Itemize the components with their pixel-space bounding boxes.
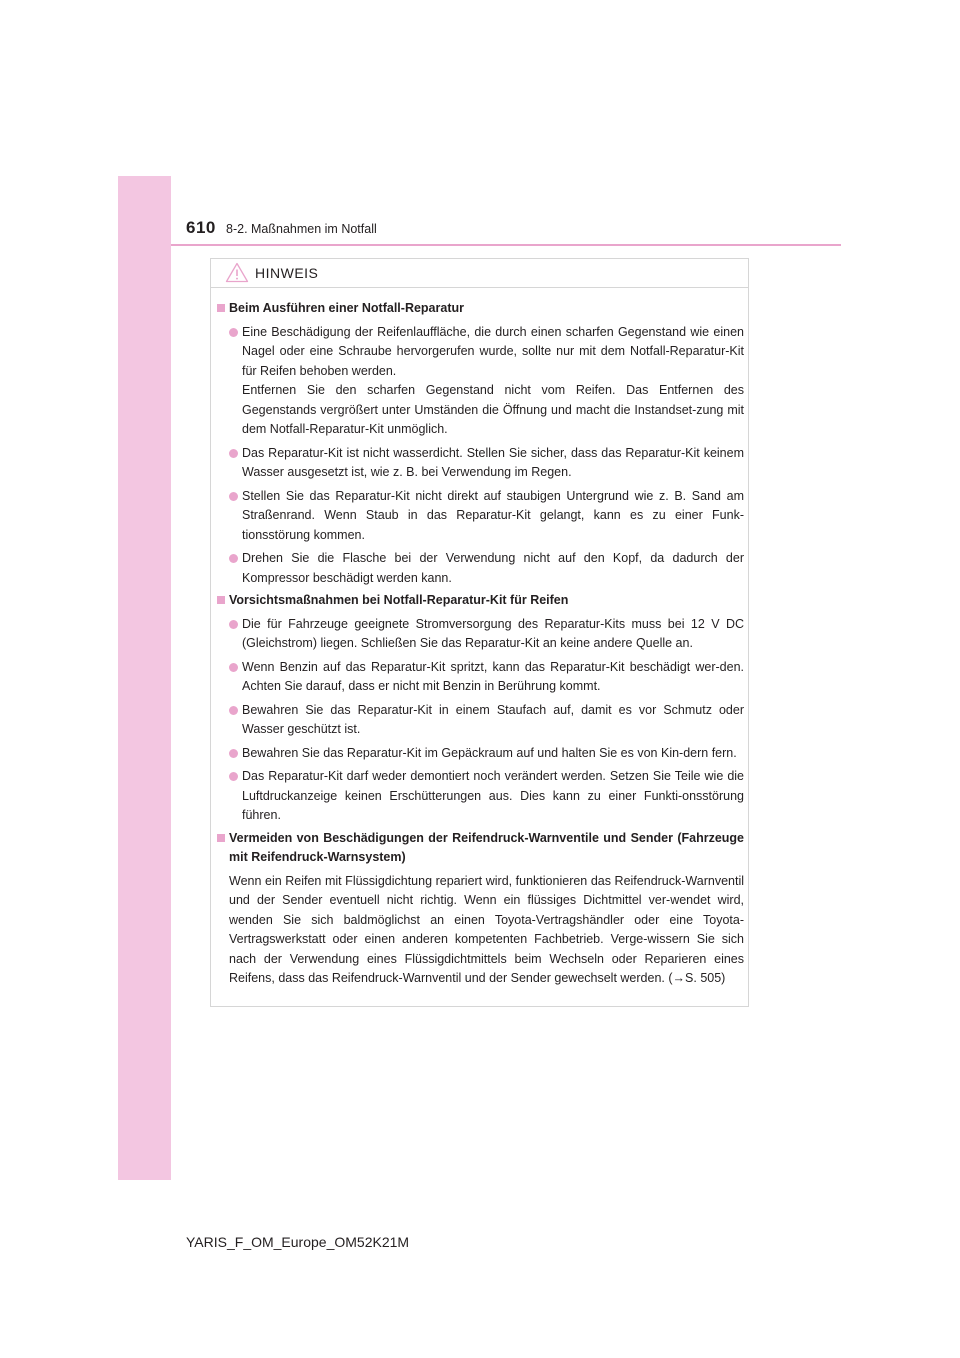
round-bullet-icon <box>229 706 238 715</box>
header-divider <box>171 244 841 246</box>
list-item <box>216 767 744 826</box>
round-bullet-icon <box>229 492 238 501</box>
note-title: HINWEIS <box>255 265 319 281</box>
note-box <box>210 258 749 1007</box>
list-item-text: Die für Fahrzeuge geeignete Stromversorgung des Reparatur-Kits muss bei 12 V DC (Gleichstrom) liegen. Schließen Sie das Reparatur-Kit an keine andere Quelle an. <box>242 616 744 650</box>
note-section-tpms <box>216 829 744 989</box>
round-bullet-icon <box>229 663 238 672</box>
list-item-text: Stellen Sie das Reparatur-Kit nicht direkt auf staubigen Untergrund wie z. B. Sand am Straßenrand. Wenn Staub in das Reparatur-Kit gelangt, kann es zu einer Funk-tionsstörung kommen. <box>242 488 744 542</box>
square-bullet-icon <box>217 304 225 312</box>
section-heading: Vorsichtsmaßnahmen bei Notfall-Reparatur-Kit für Reifen <box>216 591 744 611</box>
arrow-right-icon: → <box>672 971 686 985</box>
chapter-side-tab <box>118 176 171 1180</box>
document-id: YARIS_F_OM_Europe_OM52K21M <box>186 1234 410 1250</box>
list-item <box>216 444 744 483</box>
round-bullet-icon <box>229 772 238 781</box>
square-bullet-icon <box>217 596 225 604</box>
section-heading: Vermeiden von Beschädigungen der Reifendruck-Warnventile und Sender (Fahrzeuge mit Reifendruck-Warnsystem) <box>216 829 744 868</box>
round-bullet-icon <box>229 554 238 563</box>
warning-triangle-icon <box>225 262 249 283</box>
round-bullet-icon <box>229 328 238 337</box>
round-bullet-icon <box>229 749 238 758</box>
list-item-text: Bewahren Sie das Reparatur-Kit in einem Staufach auf, damit es vor Schmutz oder Wasser geschützt ist. <box>242 702 744 736</box>
list-item <box>216 701 744 740</box>
list-item-text: Wenn Benzin auf das Reparatur-Kit spritzt, kann das Reparatur-Kit beschädigt wer-den. Achten Sie darauf, dass er nicht mit Benzin in Berührung kommt. <box>242 659 744 693</box>
list-item <box>216 323 744 440</box>
round-bullet-icon <box>229 449 238 458</box>
page-number: 610 <box>186 218 216 237</box>
note-section-precautions <box>216 591 744 826</box>
section-paragraph: Wenn ein Reifen mit Flüssigdichtung repariert wird, funktionieren das Reifendruck-Warnventil und der Sender eventuell nicht richtig. Wenn ein flüssiges Dichtmittel ver-wendet wird, wenden Sie sich baldmöglichst an einen Toyota-Vertragshändler oder eine Toyota-Vertragswerkstatt oder einen anderen kompetenten Fachbetrieb. Verge-wissern Sie sich nach der Verwendung eines Flüssigdichtmittels beim Wechseln oder Reparieren eines Reifens, dass das Reifendruck-Warnventil und der Sender gewechselt werden. (→S. 505) <box>229 873 744 985</box>
note-header <box>211 259 748 288</box>
list-item <box>216 487 744 546</box>
page-reference: S. 505) <box>685 971 726 985</box>
list-item <box>216 744 744 764</box>
list-item <box>216 615 744 654</box>
note-section-repair <box>216 299 744 588</box>
list-item <box>216 549 744 588</box>
list-item-text: Eine Beschädigung der Reifenlauffläche, die durch einen scharfen Gegenstand wie einen Nagel oder eine Schraube hervorgerufen wurde, sollte nur mit dem Notfall-Reparatur-Kit für Reifen behoben werden. <box>242 324 744 378</box>
list-item-text: Das Reparatur-Kit ist nicht wasserdicht. Stellen Sie sicher, dass das Reparatur-Kit keinem Wasser ausgesetzt ist, wie z. B. bei Verwendung im Regen. <box>242 445 744 479</box>
note-content <box>216 299 744 992</box>
section-title: 8-2. Maßnahmen im Notfall <box>226 222 377 236</box>
round-bullet-icon <box>229 620 238 629</box>
list-item-text: Das Reparatur-Kit darf weder demontiert noch verändert werden. Setzen Sie Teile wie die Luftdruckanzeige keinen Erschütterungen aus. Dies kann zu einer Funkti-onsstörung führen. <box>242 769 744 822</box>
page-reference-open: ( <box>664 971 673 985</box>
list-item-text: Drehen Sie die Flasche bei der Verwendung nicht auf den Kopf, da dadurch der Kompressor beschädigt werden kann. <box>242 551 744 585</box>
list-item-text: Entfernen Sie den scharfen Gegenstand nicht vom Reifen. Das Entfernen des Gegenstands vergrößert unter Umständen die Öffnung und macht die Instandset-zung mit dem Notfall-Reparatur-Kit unmöglich. <box>242 383 744 436</box>
list-item <box>216 658 744 697</box>
section-heading: Beim Ausführen einer Notfall-Reparatur <box>216 299 744 319</box>
list-item-text: Bewahren Sie das Reparatur-Kit im Gepäckraum auf und halten Sie es von Kin-dern fern. <box>242 745 737 760</box>
square-bullet-icon <box>217 834 225 842</box>
